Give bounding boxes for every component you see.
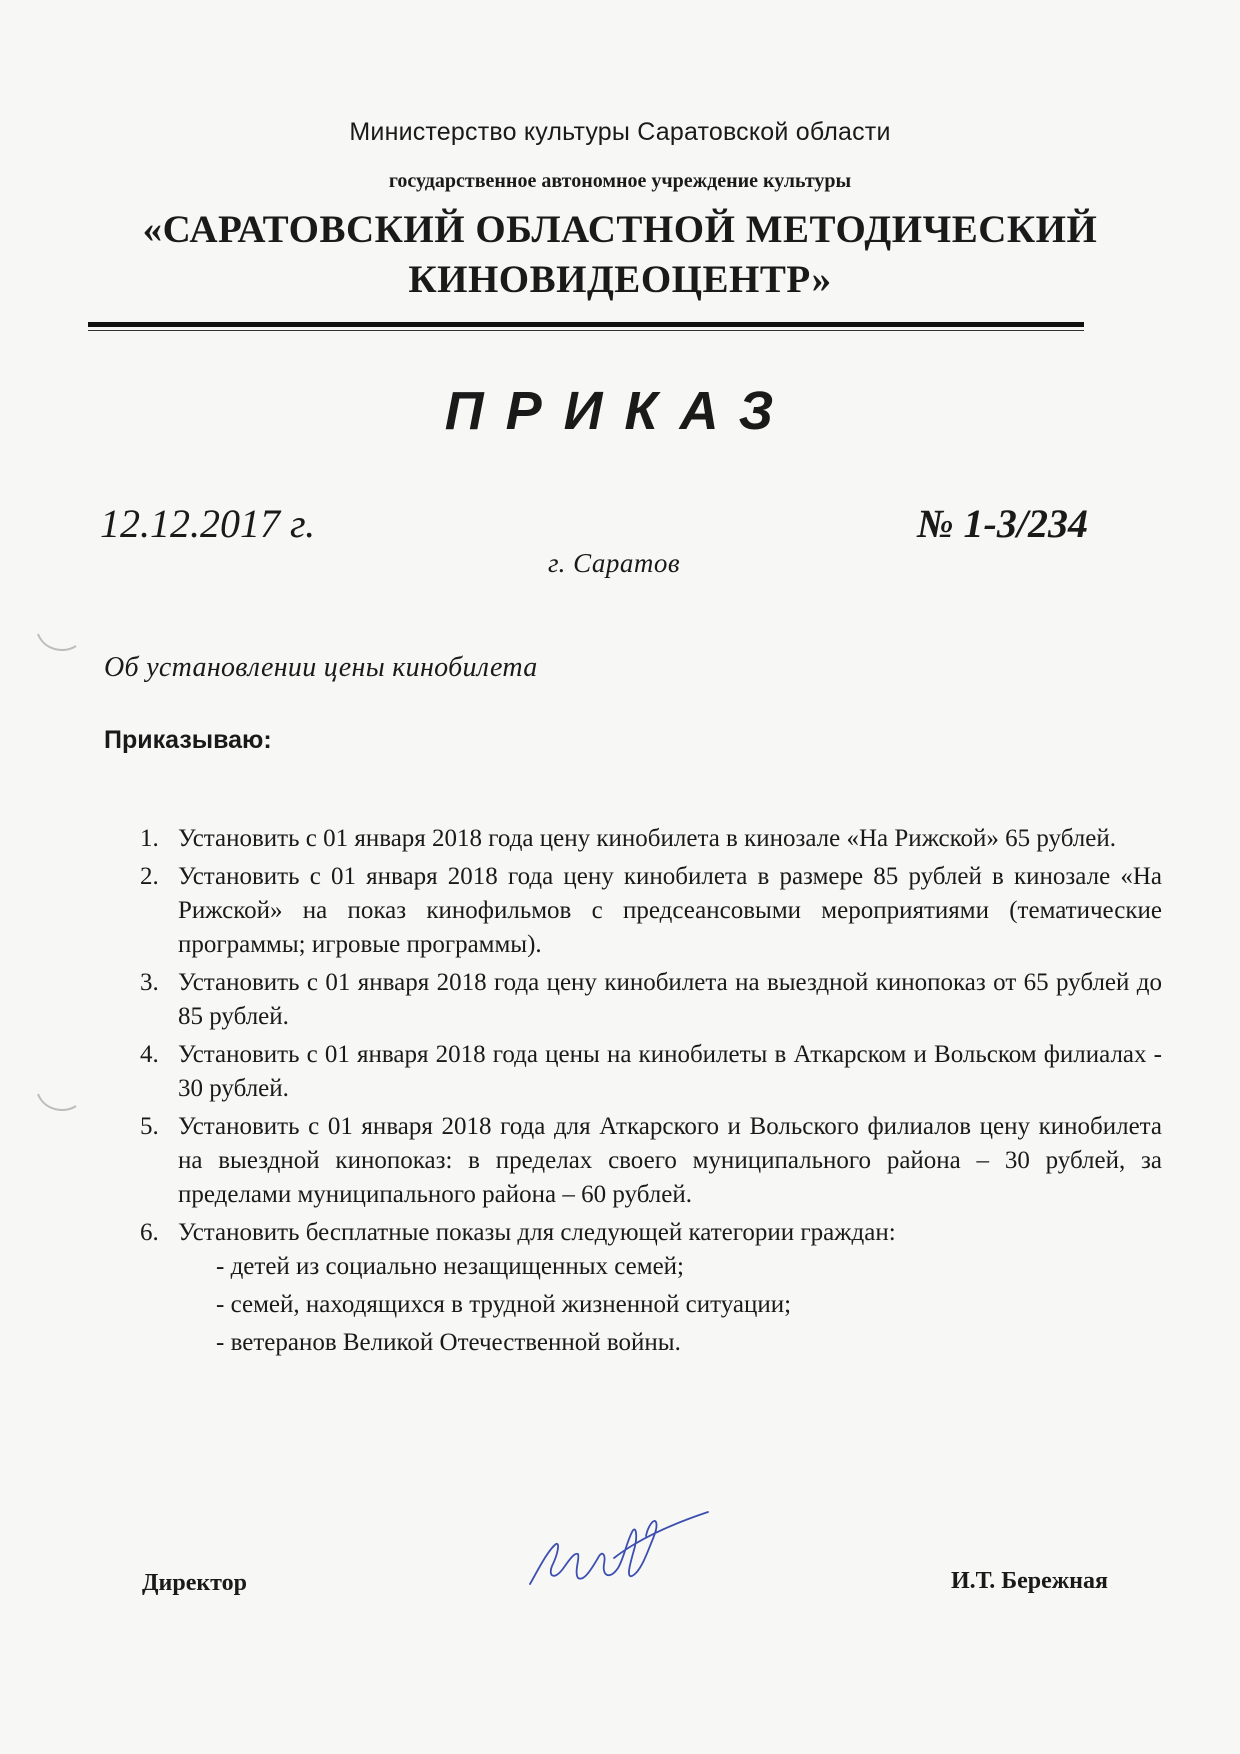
- order-city: г. Саратов: [548, 548, 681, 578]
- order-item: [140, 860, 1162, 962]
- ministry-heading: Министерство культуры Саратовской области: [349, 118, 891, 146]
- order-subject: Об установлении цены кинобилета: [104, 652, 538, 683]
- order-items-list: [140, 822, 1162, 1364]
- order-item-text: Установить с 01 января 2018 года цены на кинобилеты в Аткарском и Вольском филиалах - 30 рублей.: [178, 1041, 1162, 1102]
- handwritten-signature: [508, 1492, 718, 1602]
- header-divider-thin: [88, 330, 1084, 331]
- order-number: № 1-3/234: [916, 501, 1088, 546]
- order-directive: Приказываю:: [104, 726, 272, 754]
- order-item-text: Установить с 01 января 2018 года цену кинобилета в кинозале «На Рижской» 65 рублей.: [178, 825, 1117, 852]
- order-item: [140, 966, 1162, 1034]
- order-item: [140, 1038, 1162, 1106]
- order-item-text: Установить бесплатные показы для следующей категории граждан:: [178, 1219, 896, 1246]
- beneficiary-item: - ветеранов Великой Отечественной войны.: [216, 1329, 681, 1356]
- beneficiary-item: - детей из социально незащищенных семей;: [216, 1253, 684, 1280]
- punch-hole-mark: [34, 628, 80, 656]
- signatory-name: И.Т. Бережная: [950, 1568, 1108, 1594]
- order-item-number: 6.: [140, 1219, 159, 1246]
- institution-name: [110, 205, 1130, 305]
- order-item-text: Установить с 01 января 2018 года для Аткарского и Вольского филиалов цену кинобилета на выездной кинопоказ: в пределах своего муниципального района – 30 рублей, за пределами муниципального района – 60 рублей.: [178, 1113, 1162, 1208]
- order-item-number: 4.: [140, 1041, 159, 1068]
- order-item: [140, 1110, 1162, 1212]
- beneficiary-item: - семей, находящихся в трудной жизненной ситуации;: [216, 1291, 792, 1318]
- order-item-number: 1.: [140, 825, 159, 852]
- institution-name-line2: КИНОВИДЕОЦЕНТР»: [408, 258, 832, 301]
- order-item-number: 5.: [140, 1113, 159, 1140]
- signatory-title: Директор: [142, 1570, 247, 1596]
- order-item: [140, 1216, 1162, 1360]
- order-item-number: 3.: [140, 969, 159, 996]
- punch-hole-mark: [34, 1090, 80, 1118]
- order-item-text: Установить с 01 января 2018 года цену кинобилета на выездной кинопоказ от 65 рублей до 85 рублей.: [178, 969, 1162, 1030]
- order-item-number: 2.: [140, 863, 159, 890]
- beneficiary-list: [178, 1250, 1162, 1360]
- institution-type: государственное автономное учреждение культуры: [388, 170, 852, 192]
- order-date: 12.12.2017 г.: [100, 501, 316, 546]
- order-item-text: Установить с 01 января 2018 года цену кинобилета в размере 85 рублей в кинозале «На Рижской» на показ кинофильмов с предсеансовыми мероприятиями (тематические программы; игровые программы).: [178, 863, 1162, 958]
- institution-name-line1: «САРАТОВСКИЙ ОБЛАСТНОЙ МЕТОДИЧЕСКИЙ: [142, 208, 1098, 251]
- header-divider-thick: [88, 322, 1084, 327]
- document-title: ПРИКАЗ: [444, 381, 796, 441]
- order-item: [140, 822, 1162, 856]
